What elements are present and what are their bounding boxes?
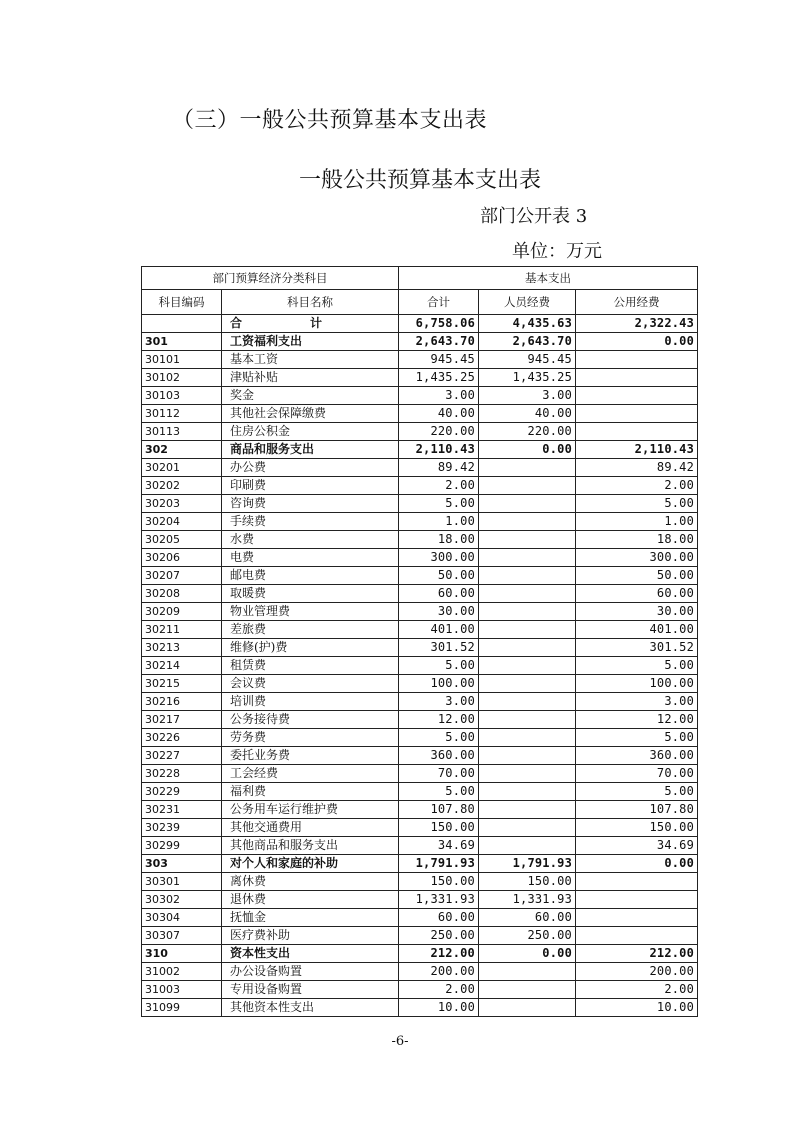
name-cell: 公务接待费 bbox=[222, 711, 399, 729]
personnel-cell bbox=[479, 747, 576, 765]
total-cell: 212.00 bbox=[399, 945, 479, 963]
personnel-cell: 0.00 bbox=[479, 441, 576, 459]
name-cell: 维修(护)费 bbox=[222, 639, 399, 657]
personnel-cell bbox=[479, 837, 576, 855]
name-cell: 专用设备购置 bbox=[222, 981, 399, 999]
code-cell: 30112 bbox=[142, 405, 222, 423]
total-cell: 1,435.25 bbox=[399, 369, 479, 387]
table-row bbox=[142, 549, 698, 567]
name-cell: 会议费 bbox=[222, 675, 399, 693]
name-cell: 对个人和家庭的补助 bbox=[222, 855, 399, 873]
public-cell: 3.00 bbox=[576, 693, 698, 711]
code-cell: 30228 bbox=[142, 765, 222, 783]
personnel-cell bbox=[479, 765, 576, 783]
public-cell: 50.00 bbox=[576, 567, 698, 585]
public-cell: 10.00 bbox=[576, 999, 698, 1017]
unit-label: 单位：万元 bbox=[512, 241, 602, 262]
table-row bbox=[142, 873, 698, 891]
total-cell: 1.00 bbox=[399, 513, 479, 531]
code-cell: 30202 bbox=[142, 477, 222, 495]
table-row bbox=[142, 531, 698, 549]
total-cell: 2,110.43 bbox=[399, 441, 479, 459]
code-cell: 30207 bbox=[142, 567, 222, 585]
personnel-cell bbox=[479, 693, 576, 711]
table-row bbox=[142, 963, 698, 981]
total-cell: 40.00 bbox=[399, 405, 479, 423]
total-cell: 60.00 bbox=[399, 909, 479, 927]
personnel-cell: 220.00 bbox=[479, 423, 576, 441]
total-cell: 150.00 bbox=[399, 873, 479, 891]
table-row bbox=[142, 819, 698, 837]
code-cell: 30229 bbox=[142, 783, 222, 801]
public-cell: 89.42 bbox=[576, 459, 698, 477]
table-row bbox=[142, 999, 698, 1017]
public-cell: 0.00 bbox=[576, 855, 698, 873]
personnel-cell bbox=[479, 657, 576, 675]
table-row bbox=[142, 585, 698, 603]
name-cell: 抚恤金 bbox=[222, 909, 399, 927]
personnel-cell: 1,331.93 bbox=[479, 891, 576, 909]
name-cell: 租赁费 bbox=[222, 657, 399, 675]
public-cell: 12.00 bbox=[576, 711, 698, 729]
personnel-cell: 4,435.63 bbox=[479, 315, 576, 333]
code-cell: 30101 bbox=[142, 351, 222, 369]
table-row-total bbox=[142, 315, 698, 333]
table-subtitle: 部门公开表 3 bbox=[480, 206, 588, 227]
name-cell: 印刷费 bbox=[222, 477, 399, 495]
name-cell: 水费 bbox=[222, 531, 399, 549]
code-cell: 301 bbox=[142, 333, 222, 351]
code-cell: 30226 bbox=[142, 729, 222, 747]
total-cell: 6,758.06 bbox=[399, 315, 479, 333]
code-cell: 30301 bbox=[142, 873, 222, 891]
name-cell: 取暖费 bbox=[222, 585, 399, 603]
personnel-cell bbox=[479, 621, 576, 639]
public-cell: 5.00 bbox=[576, 729, 698, 747]
personnel-cell: 250.00 bbox=[479, 927, 576, 945]
name-cell: 邮电费 bbox=[222, 567, 399, 585]
name-cell: 资本性支出 bbox=[222, 945, 399, 963]
name-cell: 办公费 bbox=[222, 459, 399, 477]
table-row bbox=[142, 333, 698, 351]
public-cell bbox=[576, 423, 698, 441]
code-cell: 30231 bbox=[142, 801, 222, 819]
name-cell: 其他社会保障缴费 bbox=[222, 405, 399, 423]
total-cell: 301.52 bbox=[399, 639, 479, 657]
table-row bbox=[142, 891, 698, 909]
total-cell: 60.00 bbox=[399, 585, 479, 603]
total-cell: 2.00 bbox=[399, 477, 479, 495]
public-cell: 2.00 bbox=[576, 477, 698, 495]
total-cell: 89.42 bbox=[399, 459, 479, 477]
code-cell: 30209 bbox=[142, 603, 222, 621]
total-cell: 401.00 bbox=[399, 621, 479, 639]
name-cell: 福利费 bbox=[222, 783, 399, 801]
name-cell: 基本工资 bbox=[222, 351, 399, 369]
personnel-cell: 150.00 bbox=[479, 873, 576, 891]
column-header-personnel: 人员经费 bbox=[479, 290, 576, 315]
personnel-cell bbox=[479, 531, 576, 549]
table-row bbox=[142, 657, 698, 675]
public-cell: 18.00 bbox=[576, 531, 698, 549]
code-cell: 30302 bbox=[142, 891, 222, 909]
table-row bbox=[142, 693, 698, 711]
public-cell: 150.00 bbox=[576, 819, 698, 837]
section-title: （三）一般公共预算基本支出表 bbox=[172, 108, 488, 133]
table-row bbox=[142, 459, 698, 477]
table-row bbox=[142, 351, 698, 369]
code-cell: 30204 bbox=[142, 513, 222, 531]
public-cell: 1.00 bbox=[576, 513, 698, 531]
personnel-cell bbox=[479, 981, 576, 999]
public-cell: 360.00 bbox=[576, 747, 698, 765]
public-cell: 5.00 bbox=[576, 657, 698, 675]
total-cell: 220.00 bbox=[399, 423, 479, 441]
code-cell: 310 bbox=[142, 945, 222, 963]
total-cell: 200.00 bbox=[399, 963, 479, 981]
code-cell: 30239 bbox=[142, 819, 222, 837]
table-row bbox=[142, 747, 698, 765]
code-cell: 30203 bbox=[142, 495, 222, 513]
public-cell: 2,322.43 bbox=[576, 315, 698, 333]
table-row bbox=[142, 441, 698, 459]
personnel-cell: 2,643.70 bbox=[479, 333, 576, 351]
header-group-classification: 部门预算经济分类科目 bbox=[142, 267, 399, 290]
table-row bbox=[142, 801, 698, 819]
code-cell: 30216 bbox=[142, 693, 222, 711]
name-cell: 津贴补贴 bbox=[222, 369, 399, 387]
table-row bbox=[142, 981, 698, 999]
code-cell: 30299 bbox=[142, 837, 222, 855]
total-cell: 5.00 bbox=[399, 657, 479, 675]
personnel-cell bbox=[479, 477, 576, 495]
table-row bbox=[142, 855, 698, 873]
public-cell: 70.00 bbox=[576, 765, 698, 783]
total-cell: 18.00 bbox=[399, 531, 479, 549]
public-cell: 301.52 bbox=[576, 639, 698, 657]
code-cell: 30208 bbox=[142, 585, 222, 603]
total-cell: 3.00 bbox=[399, 387, 479, 405]
header-group-basic-expenditure: 基本支出 bbox=[399, 267, 698, 290]
public-cell: 300.00 bbox=[576, 549, 698, 567]
table-row bbox=[142, 603, 698, 621]
public-cell bbox=[576, 873, 698, 891]
total-cell: 2.00 bbox=[399, 981, 479, 999]
public-cell bbox=[576, 909, 698, 927]
total-cell: 5.00 bbox=[399, 783, 479, 801]
code-cell: 30113 bbox=[142, 423, 222, 441]
public-cell: 200.00 bbox=[576, 963, 698, 981]
code-cell: 30205 bbox=[142, 531, 222, 549]
table-row bbox=[142, 927, 698, 945]
page-number: -6- bbox=[391, 1034, 409, 1049]
total-cell: 107.80 bbox=[399, 801, 479, 819]
total-cell: 30.00 bbox=[399, 603, 479, 621]
name-cell: 劳务费 bbox=[222, 729, 399, 747]
public-cell: 401.00 bbox=[576, 621, 698, 639]
total-cell: 50.00 bbox=[399, 567, 479, 585]
public-cell: 212.00 bbox=[576, 945, 698, 963]
total-cell: 150.00 bbox=[399, 819, 479, 837]
personnel-cell bbox=[479, 801, 576, 819]
table-row bbox=[142, 513, 698, 531]
total-cell: 3.00 bbox=[399, 693, 479, 711]
total-cell: 100.00 bbox=[399, 675, 479, 693]
name-cell: 物业管理费 bbox=[222, 603, 399, 621]
public-cell bbox=[576, 351, 698, 369]
header-group-row bbox=[142, 267, 698, 290]
code-cell bbox=[142, 315, 222, 333]
name-cell: 奖金 bbox=[222, 387, 399, 405]
personnel-cell bbox=[479, 729, 576, 747]
code-cell: 30304 bbox=[142, 909, 222, 927]
total-cell: 300.00 bbox=[399, 549, 479, 567]
table-row bbox=[142, 477, 698, 495]
code-cell: 30213 bbox=[142, 639, 222, 657]
public-cell bbox=[576, 387, 698, 405]
personnel-cell bbox=[479, 549, 576, 567]
personnel-cell: 945.45 bbox=[479, 351, 576, 369]
personnel-cell bbox=[479, 513, 576, 531]
name-cell: 住房公积金 bbox=[222, 423, 399, 441]
code-cell: 30206 bbox=[142, 549, 222, 567]
code-cell: 30227 bbox=[142, 747, 222, 765]
public-cell: 2.00 bbox=[576, 981, 698, 999]
code-cell: 30211 bbox=[142, 621, 222, 639]
table-row bbox=[142, 423, 698, 441]
name-cell: 咨询费 bbox=[222, 495, 399, 513]
name-cell: 其他资本性支出 bbox=[222, 999, 399, 1017]
code-cell: 30215 bbox=[142, 675, 222, 693]
table-title: 一般公共预算基本支出表 bbox=[298, 168, 541, 193]
table-row bbox=[142, 711, 698, 729]
personnel-cell bbox=[479, 585, 576, 603]
column-header-code: 科目编码 bbox=[142, 290, 222, 315]
personnel-cell bbox=[479, 963, 576, 981]
code-cell: 303 bbox=[142, 855, 222, 873]
total-cell: 34.69 bbox=[399, 837, 479, 855]
code-cell: 30214 bbox=[142, 657, 222, 675]
personnel-cell: 1,791.93 bbox=[479, 855, 576, 873]
public-cell bbox=[576, 927, 698, 945]
public-cell: 60.00 bbox=[576, 585, 698, 603]
name-cell: 离休费 bbox=[222, 873, 399, 891]
personnel-cell: 1,435.25 bbox=[479, 369, 576, 387]
table-body bbox=[142, 315, 698, 1017]
public-cell: 0.00 bbox=[576, 333, 698, 351]
personnel-cell: 60.00 bbox=[479, 909, 576, 927]
budget-table bbox=[141, 266, 698, 1017]
header-column-row bbox=[142, 290, 698, 315]
name-cell: 差旅费 bbox=[222, 621, 399, 639]
public-cell: 107.80 bbox=[576, 801, 698, 819]
code-cell: 30102 bbox=[142, 369, 222, 387]
code-cell: 302 bbox=[142, 441, 222, 459]
name-cell: 工资福利支出 bbox=[222, 333, 399, 351]
personnel-cell: 40.00 bbox=[479, 405, 576, 423]
name-cell: 医疗费补助 bbox=[222, 927, 399, 945]
table-row bbox=[142, 405, 698, 423]
table-row bbox=[142, 639, 698, 657]
personnel-cell bbox=[479, 459, 576, 477]
code-cell: 30307 bbox=[142, 927, 222, 945]
personnel-cell bbox=[479, 711, 576, 729]
personnel-cell bbox=[479, 783, 576, 801]
total-cell: 945.45 bbox=[399, 351, 479, 369]
column-header-name: 科目名称 bbox=[222, 290, 399, 315]
public-cell: 34.69 bbox=[576, 837, 698, 855]
personnel-cell bbox=[479, 819, 576, 837]
name-cell: 办公设备购置 bbox=[222, 963, 399, 981]
table-row bbox=[142, 909, 698, 927]
total-cell: 5.00 bbox=[399, 495, 479, 513]
table-row bbox=[142, 495, 698, 513]
name-cell: 退休费 bbox=[222, 891, 399, 909]
personnel-cell bbox=[479, 675, 576, 693]
public-cell bbox=[576, 891, 698, 909]
total-cell: 5.00 bbox=[399, 729, 479, 747]
name-cell: 培训费 bbox=[222, 693, 399, 711]
personnel-cell: 3.00 bbox=[479, 387, 576, 405]
table-row bbox=[142, 369, 698, 387]
table-row bbox=[142, 567, 698, 585]
personnel-cell bbox=[479, 495, 576, 513]
total-cell: 12.00 bbox=[399, 711, 479, 729]
table-row bbox=[142, 783, 698, 801]
table-row bbox=[142, 621, 698, 639]
code-cell: 30217 bbox=[142, 711, 222, 729]
name-cell: 委托业务费 bbox=[222, 747, 399, 765]
personnel-cell bbox=[479, 567, 576, 585]
code-cell: 31003 bbox=[142, 981, 222, 999]
total-cell: 10.00 bbox=[399, 999, 479, 1017]
code-cell: 31099 bbox=[142, 999, 222, 1017]
total-cell: 250.00 bbox=[399, 927, 479, 945]
public-cell: 5.00 bbox=[576, 783, 698, 801]
public-cell: 30.00 bbox=[576, 603, 698, 621]
total-cell: 70.00 bbox=[399, 765, 479, 783]
table-row bbox=[142, 765, 698, 783]
total-cell: 2,643.70 bbox=[399, 333, 479, 351]
total-cell: 1,791.93 bbox=[399, 855, 479, 873]
table-row bbox=[142, 675, 698, 693]
personnel-cell bbox=[479, 603, 576, 621]
code-cell: 30103 bbox=[142, 387, 222, 405]
code-cell: 30201 bbox=[142, 459, 222, 477]
name-cell: 合 计 bbox=[222, 315, 399, 333]
personnel-cell bbox=[479, 999, 576, 1017]
name-cell: 手续费 bbox=[222, 513, 399, 531]
name-cell: 商品和服务支出 bbox=[222, 441, 399, 459]
personnel-cell bbox=[479, 639, 576, 657]
table-row bbox=[142, 945, 698, 963]
name-cell: 工会经费 bbox=[222, 765, 399, 783]
total-cell: 1,331.93 bbox=[399, 891, 479, 909]
public-cell bbox=[576, 405, 698, 423]
personnel-cell: 0.00 bbox=[479, 945, 576, 963]
table-row bbox=[142, 387, 698, 405]
public-cell bbox=[576, 369, 698, 387]
table-row bbox=[142, 729, 698, 747]
name-cell: 公务用车运行维护费 bbox=[222, 801, 399, 819]
column-header-total: 合计 bbox=[399, 290, 479, 315]
public-cell: 100.00 bbox=[576, 675, 698, 693]
name-cell: 其他商品和服务支出 bbox=[222, 837, 399, 855]
column-header-public: 公用经费 bbox=[576, 290, 698, 315]
name-cell: 电费 bbox=[222, 549, 399, 567]
name-cell: 其他交通费用 bbox=[222, 819, 399, 837]
public-cell: 5.00 bbox=[576, 495, 698, 513]
public-cell: 2,110.43 bbox=[576, 441, 698, 459]
code-cell: 31002 bbox=[142, 963, 222, 981]
table-row bbox=[142, 837, 698, 855]
total-cell: 360.00 bbox=[399, 747, 479, 765]
